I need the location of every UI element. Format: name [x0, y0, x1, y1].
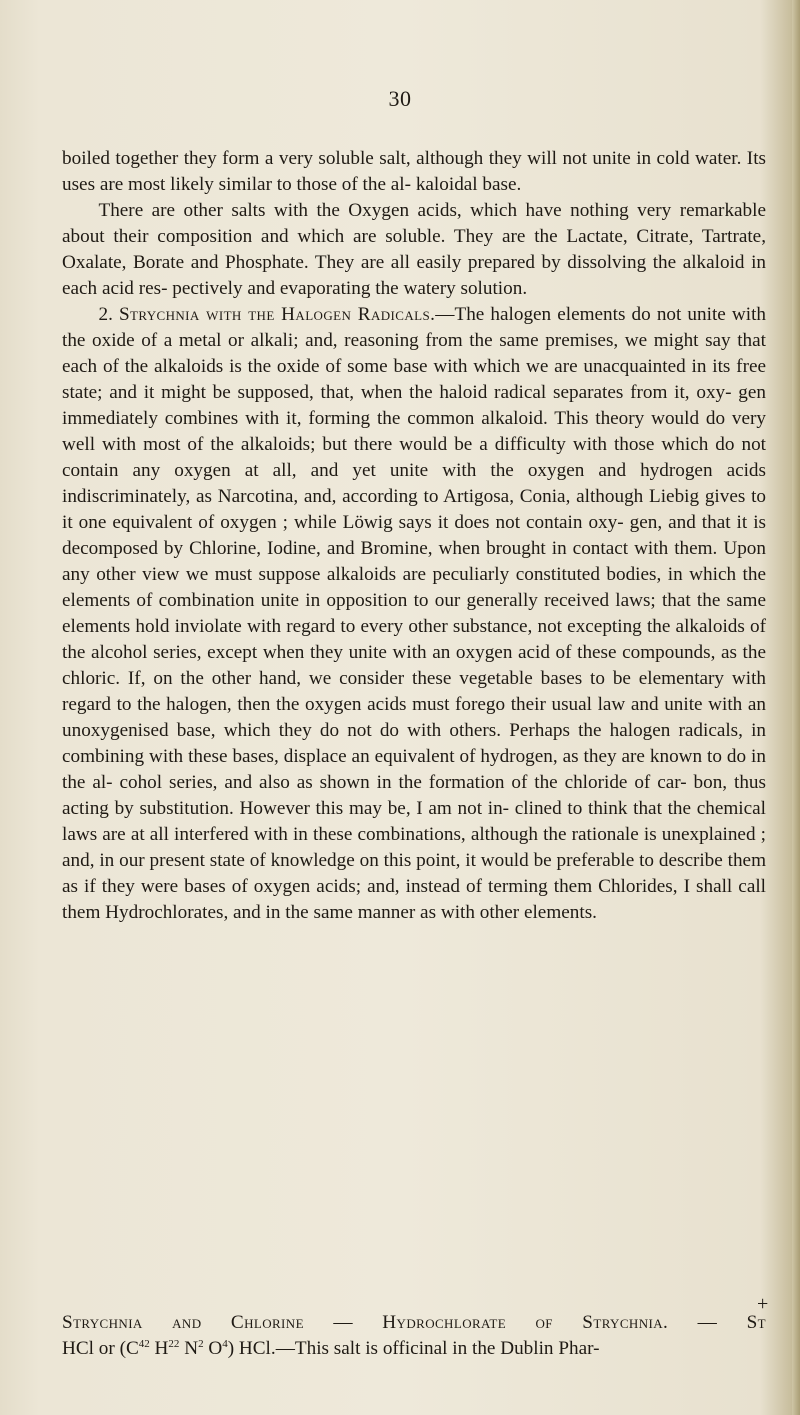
paragraph-oxygen-salts: There are other salts with the Oxygen acids, which have nothing very remarkable about their composition and which are soluble. They are the Lactate, Citrate, Tartrate, Oxalate, Borate and Phosphate. They are all easily prepared by dissolving the alkaloid in each acid res- pectively and evaporating the watery solution.: [62, 200, 766, 299]
formula-o: O: [203, 1338, 223, 1359]
section-title: Strychnia with the Halogen Radicals.: [118, 304, 436, 325]
page-edge: [792, 0, 800, 1415]
formula-c-subscript: 42: [138, 1338, 150, 1350]
formula-n-subscript: 2: [198, 1338, 204, 1350]
body-text: [62, 146, 766, 926]
section-number: 2.: [98, 304, 113, 325]
formula-n: N: [179, 1338, 199, 1359]
formula-h-subscript: 22: [168, 1338, 180, 1350]
page-number: 30: [388, 86, 412, 111]
section-body: —The halogen elements do not unite with the oxide of a metal or alkali; and, reasoning from the same premises, we might say that each of the alkaloids is the oxide of some base with which we are unacquainted in its free state; and it might be supposed, that, when the haloid radical separates from it, oxy- gen immediately combines with it, forming the common alkaloid. This theory would do very well with most of the alkaloids; but there would be a difficulty with those which do not contain any oxygen at all, and yet unite with the oxygen and hydrogen acids indiscriminately, as Narcotina, and, according to Artigosa, Conia, although Liebig gives to it one equivalent of oxygen ; while Löwig says it does not contain oxy- gen, and that it is decomposed by Chlorine, Iodine, and Bromine, when brought in contact with them. Upon any other view we must suppose alkaloids are peculiarly constituted bodies, in which the elements of combination unite in opposition to our generally received laws; that the same elements hold inviolate with regard to every other substance, not excepting the alkaloids of the alcohol series, except when they unite with an oxygen acid of these compounds, as the chloric. If, on the other hand, we consider these vegetable bases to be elementary with regard to the halogen, then the oxygen acids must forego their usual law and unite with an unoxygenised base, which they do not do with others. Perhaps the halogen radicals, in combining with these bases, displace an equivalent of hydrogen, as they are known to do in the al- cohol series, and also as shown in the formation of the chloride of car- bon, thus acting by substitution. However this may be, I am not in- clined to think that the chemical laws are at all interfered with in these combinations, although the rationale is unexplained ; and, in our present state of knowledge on this point, it would be preferable to describe them as if they were bases of oxygen acids; and, instead of terming them Chlorides, I shall call them Hydrochlorates, and in the same manner as with other elements.: [62, 304, 767, 923]
formula-prefix: HCl or (C: [62, 1338, 139, 1359]
formula-suffix: ) HCl.—This salt is officinal in the Dublin Phar-: [227, 1338, 600, 1359]
section-heading-hydrochlorate: Strychnia and Chlorine — Hydrochlorate of Strychnia. — St: [62, 1312, 766, 1333]
plus-sign: +: [757, 1293, 769, 1315]
formula-h: H: [149, 1338, 169, 1359]
chemical-formula-line: [62, 1336, 766, 1362]
paragraph-continued: boiled together they form a very soluble salt, although they will not unite in cold water. Its uses are most likely similar to those of the al- kaloidal base.: [62, 148, 766, 195]
section-halogen-radicals: [62, 302, 766, 926]
formula-o-subscript: 4: [222, 1338, 228, 1350]
